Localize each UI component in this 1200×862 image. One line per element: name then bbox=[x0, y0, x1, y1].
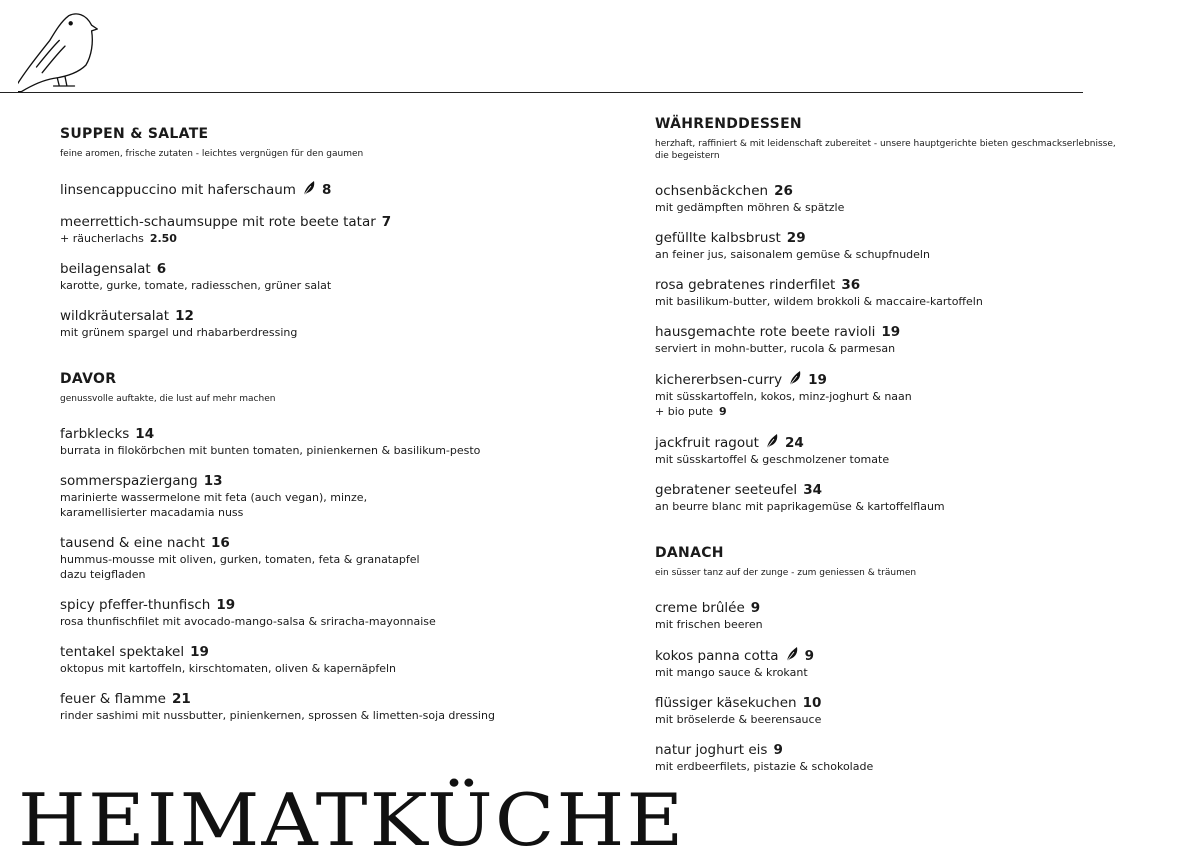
menu-item-name: ochsenbäckchen bbox=[655, 183, 769, 199]
menu-item-name: kokos panna cotta bbox=[655, 648, 779, 664]
menu-item bbox=[60, 307, 620, 340]
menu-item-list bbox=[60, 180, 620, 340]
menu-item-name: gebratener seeteufel bbox=[655, 482, 798, 498]
menu-item-extra-name: + bio pute bbox=[655, 405, 714, 418]
menu-item bbox=[60, 534, 620, 582]
menu-item-title-row bbox=[60, 425, 620, 443]
menu-item-price: 19 bbox=[216, 597, 236, 613]
menu-item-price: 36 bbox=[841, 277, 861, 293]
menu-item-title-row bbox=[655, 276, 1135, 294]
menu-item-title-row bbox=[60, 690, 620, 708]
menu-item-extra-price: 2.50 bbox=[149, 232, 177, 245]
menu-item-name: feuer & flamme bbox=[60, 691, 166, 707]
menu-item-description: serviert in mohn-butter, rucola & parmesan bbox=[655, 342, 896, 355]
section-subtitle: ein süsser tanz auf der zunge - zum geniessen & träumen bbox=[655, 568, 917, 578]
menu-item bbox=[655, 229, 1135, 262]
menu-item-name: rosa gebratenes rinderfilet bbox=[655, 277, 836, 293]
menu-item-title-row bbox=[655, 646, 1135, 665]
menu-item-extra-price: 9 bbox=[719, 405, 727, 418]
menu-item bbox=[655, 182, 1135, 215]
menu-item-description: mit basilikum-butter, wildem brokkoli & maccaire-kartoffeln bbox=[655, 295, 983, 308]
menu-item bbox=[655, 599, 1135, 632]
menu-item-price: 16 bbox=[211, 535, 230, 551]
menu-item-name: meerrettich-schaumsuppe mit rote beete tatar bbox=[60, 214, 376, 230]
menu-item-name: tentakel spektakel bbox=[60, 644, 185, 660]
menu-item-name: tausend & eine nacht bbox=[60, 535, 206, 551]
menu-item-title-row bbox=[655, 599, 1135, 617]
menu-item-price: 24 bbox=[784, 435, 804, 451]
menu-section bbox=[655, 115, 1135, 514]
menu-item bbox=[655, 741, 1135, 774]
menu-item-description: mit bröselerde & beerensauce bbox=[655, 713, 822, 726]
menu-item-price: 29 bbox=[786, 230, 806, 246]
menu-item bbox=[655, 276, 1135, 309]
menu-left-column bbox=[60, 125, 620, 753]
menu-item-price: 7 bbox=[381, 214, 392, 230]
menu-section bbox=[60, 370, 620, 723]
menu-item-description: hummus-mousse mit oliven, gurken, tomaten, feta & granatapfel dazu teigfladen bbox=[60, 553, 420, 581]
menu-item-title-row bbox=[60, 643, 620, 661]
menu-item-extra bbox=[60, 231, 620, 246]
menu-item bbox=[655, 481, 1135, 514]
menu-item-price: 14 bbox=[135, 426, 155, 442]
menu-item-title-row bbox=[655, 229, 1135, 247]
menu-item bbox=[60, 643, 620, 676]
menu-item-description: an feiner jus, saisonalem gemüse & schupfnudeln bbox=[655, 248, 930, 261]
menu-item-name: wildkräutersalat bbox=[60, 308, 170, 324]
menu-item bbox=[655, 694, 1135, 727]
menu-item-description: rosa thunfischfilet mit avocado-mango-salsa & sriracha-mayonnaise bbox=[60, 615, 436, 628]
menu-item-description: karotte, gurke, tomate, radiesschen, grüner salat bbox=[60, 279, 332, 292]
menu-item-title-row bbox=[60, 180, 620, 199]
menu-item-name: flüssiger käsekuchen bbox=[655, 695, 797, 711]
header-divider bbox=[0, 92, 1083, 93]
menu-item-list bbox=[655, 599, 1135, 774]
menu-item bbox=[60, 690, 620, 723]
menu-item-price: 9 bbox=[750, 600, 761, 616]
leaf-icon bbox=[302, 180, 316, 196]
menu-section bbox=[60, 125, 620, 340]
menu-item-price: 19 bbox=[881, 324, 901, 340]
menu-item-title-row bbox=[655, 481, 1135, 499]
menu-item-name: creme brûlée bbox=[655, 600, 745, 616]
menu-item-name: gefüllte kalbsbrust bbox=[655, 230, 781, 246]
section-title: DAVOR bbox=[60, 371, 117, 387]
menu-item-description: rinder sashimi mit nussbutter, pinienkernen, sprossen & limetten-soja dressing bbox=[60, 709, 495, 722]
menu-item-description: mit grünem spargel und rhabarberdressing bbox=[60, 326, 298, 339]
menu-item bbox=[655, 646, 1135, 680]
menu-item-title-row bbox=[655, 370, 1135, 389]
menu-item-list bbox=[60, 425, 620, 723]
menu-item-list bbox=[655, 182, 1135, 514]
section-title: SUPPEN & SALATE bbox=[60, 126, 209, 142]
menu-item-title-row bbox=[60, 596, 620, 614]
menu-item-price: 21 bbox=[171, 691, 191, 707]
menu-item bbox=[60, 425, 620, 458]
menu-item-title-row bbox=[60, 307, 620, 325]
menu-section bbox=[655, 544, 1135, 774]
menu-item-price: 12 bbox=[175, 308, 194, 324]
menu-item-name: beilagensalat bbox=[60, 261, 151, 277]
menu-item-description: marinierte wassermelone mit feta (auch vegan), minze, karamellisierter macadamia nuss bbox=[60, 491, 368, 519]
section-title: DANACH bbox=[655, 545, 724, 561]
menu-item-title-row bbox=[655, 433, 1135, 452]
menu-item bbox=[60, 260, 620, 293]
menu-item-price: 6 bbox=[156, 261, 167, 277]
menu-item-name: hausgemachte rote beete ravioli bbox=[655, 324, 876, 340]
bird-logo-icon bbox=[18, 10, 98, 98]
menu-item-title-row bbox=[655, 694, 1135, 712]
menu-item-name: spicy pfeffer-thunfisch bbox=[60, 597, 211, 613]
menu-item-description: burrata in filokörbchen mit bunten tomaten, pinienkernen & basilikum-pesto bbox=[60, 444, 481, 457]
menu-item-title-row bbox=[655, 182, 1135, 200]
leaf-icon bbox=[765, 433, 779, 449]
menu-item-price: 10 bbox=[802, 695, 822, 711]
menu-item bbox=[60, 180, 620, 199]
menu-item-description: an beurre blanc mit paprikagemüse & kartoffelflaum bbox=[655, 500, 945, 513]
menu-item-title-row bbox=[655, 741, 1135, 759]
menu-item-name: linsencappuccino mit haferschaum bbox=[60, 182, 296, 198]
menu-item-extra bbox=[655, 404, 1135, 419]
section-subtitle: genussvolle auftakte, die lust auf mehr machen bbox=[60, 394, 276, 404]
menu-item bbox=[655, 323, 1135, 356]
leaf-icon bbox=[785, 646, 799, 662]
menu-item-title-row bbox=[60, 260, 620, 278]
menu-item-description: mit erdbeerfilets, pistazie & schokolade bbox=[655, 760, 874, 773]
menu-item-price: 19 bbox=[190, 644, 209, 660]
menu-item-price: 8 bbox=[321, 182, 332, 198]
menu-item-name: kichererbsen-curry bbox=[655, 372, 783, 388]
menu-right-column bbox=[655, 115, 1135, 804]
menu-item bbox=[655, 370, 1135, 419]
section-subtitle: herzhaft, raffiniert & mit leidenschaft zubereitet - unsere hauptgerichte bieten geschmackserlebnisse, die begeistern bbox=[655, 139, 1116, 161]
menu-item bbox=[60, 596, 620, 629]
menu-item-price: 13 bbox=[203, 473, 223, 489]
menu-item-title-row bbox=[60, 213, 620, 231]
section-subtitle: feine aromen, frische zutaten - leichtes vergnügen für den gaumen bbox=[60, 149, 364, 159]
menu-item-price: 19 bbox=[808, 372, 827, 388]
menu-item-description: oktopus mit kartoffeln, kirschtomaten, oliven & kapernäpfeln bbox=[60, 662, 397, 675]
menu-item bbox=[60, 213, 620, 246]
leaf-icon bbox=[788, 370, 802, 386]
menu-item-description: mit süsskartoffel & geschmolzener tomate bbox=[655, 453, 890, 466]
menu-item-extra-name: + räucherlachs bbox=[60, 232, 144, 245]
section-title: WÄHRENDDESSEN bbox=[655, 116, 802, 132]
menu-item-name: sommerspaziergang bbox=[60, 473, 198, 489]
menu-item-description: mit gedämpften möhren & spätzle bbox=[655, 201, 845, 214]
menu-item-name: farbklecks bbox=[60, 426, 130, 442]
menu-item-title-row bbox=[655, 323, 1135, 341]
menu-item bbox=[60, 472, 620, 520]
menu-item bbox=[655, 433, 1135, 467]
menu-item-price: 34 bbox=[803, 482, 822, 498]
menu-item-description: mit frischen beeren bbox=[655, 618, 763, 631]
menu-item-price: 26 bbox=[774, 183, 793, 199]
menu-item-description: mit mango sauce & krokant bbox=[655, 666, 808, 679]
brand-wordmark: HEIMATKÜCHE bbox=[18, 778, 686, 862]
menu-item-description: mit süsskartoffeln, kokos, minz-joghurt & naan bbox=[655, 390, 912, 403]
menu-item-price: 9 bbox=[804, 648, 814, 664]
menu-item-price: 9 bbox=[773, 742, 783, 758]
menu-item-title-row bbox=[60, 534, 620, 552]
menu-item-name: jackfruit ragout bbox=[655, 435, 759, 451]
menu-item-name: natur joghurt eis bbox=[655, 742, 768, 758]
menu-item-title-row bbox=[60, 472, 620, 490]
